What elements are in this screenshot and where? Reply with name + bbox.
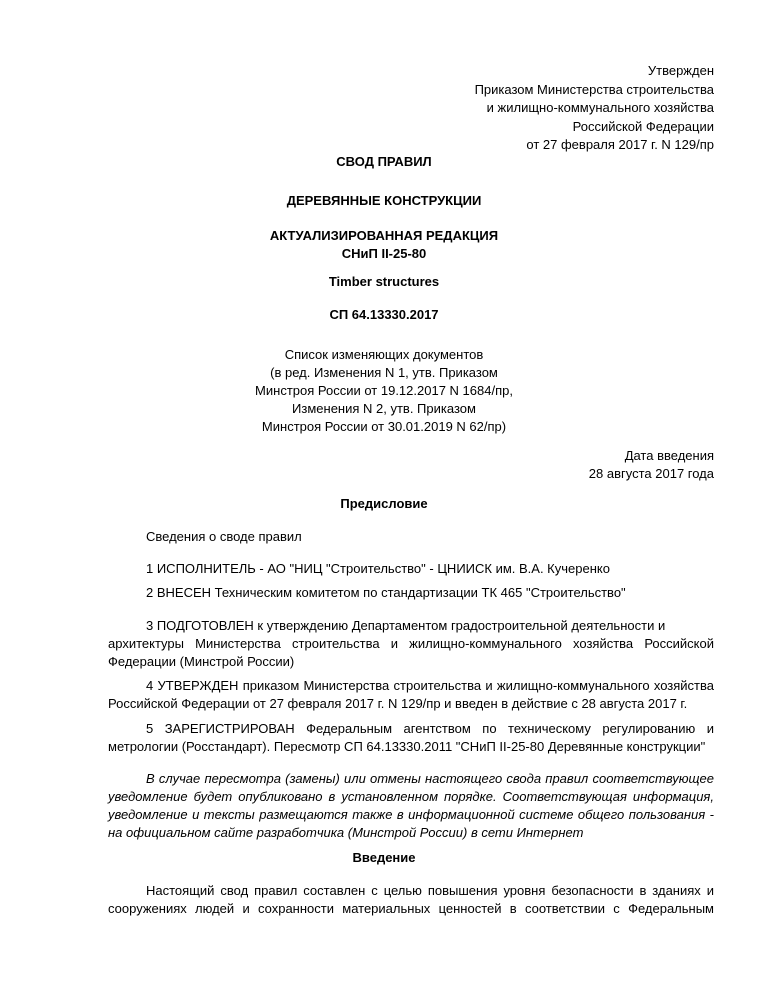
changes-line: Изменения N 2, утв. Приказом xyxy=(292,401,476,416)
approval-line: Приказом Министерства строительства xyxy=(474,81,714,97)
preface-heading: Предисловие xyxy=(340,496,428,511)
approval-line: и жилищно-коммунального хозяйства xyxy=(486,100,714,115)
preface-notice xyxy=(108,770,714,842)
approval-line: Утвержден xyxy=(647,63,714,78)
approval-block xyxy=(475,62,714,155)
changes-line: Минстроя России от 30.01.2019 N 62/пр) xyxy=(261,419,507,434)
introduction-date xyxy=(589,447,714,483)
changes-line: Список изменяющих документов xyxy=(284,347,484,362)
intro-date-value: 28 августа 2017 года xyxy=(588,466,714,481)
text-line: 4 УТВЕРЖДЕН приказом Министерства строительства и жилищно-коммунального хозяйства xyxy=(146,678,714,693)
text-line: Российской Федерации от 27 февраля 2017 г. N 129/пр и введен в действие с 28 августа 2017 г. xyxy=(108,696,688,711)
preface-item-1: 1 ИСПОЛНИТЕЛЬ - АО "НИЦ "Строительство" - ЦНИИСК им. В.А. Кучеренко xyxy=(146,561,610,576)
intro-date-label: Дата введения xyxy=(624,448,714,463)
text-line: 5 ЗАРЕГИСТРИРОВАН Федеральным агентством по техническому регулированию и xyxy=(146,721,714,736)
edition-line: СНиП II-25-80 xyxy=(341,246,427,261)
approval-line: от 27 февраля 2017 г. N 129/пр xyxy=(526,137,714,152)
preface-item-3 xyxy=(108,617,714,671)
introduction-heading: Введение xyxy=(352,850,416,865)
introduction-text xyxy=(108,882,714,918)
text-line: Настоящий свод правил составлен с целью повышения уровня безопасности в зданиях и xyxy=(146,883,714,898)
changes-line: (в ред. Изменения N 1, утв. Приказом xyxy=(270,365,498,380)
text-line: уведомление будет опубликовано в установленном порядке. Соответствующая информация, xyxy=(108,789,714,804)
text-line: метрологии (Росстандарт). Пересмотр СП 64.13330.2011 "СНиП II-25-80 Деревянные конструкции" xyxy=(108,739,706,754)
document-title: ДЕРЕВЯННЫЕ КОНСТРУКЦИИ xyxy=(286,193,482,208)
text-line: сооружениях людей и сохранности материальных ценностей в соответствии с Федеральным xyxy=(108,901,714,916)
code-of-rules-heading: СВОД ПРАВИЛ xyxy=(336,154,432,169)
text-line: архитектуры Министерства строительства и жилищно-коммунального хозяйства Российской xyxy=(108,636,714,651)
preface-subheading: Сведения о своде правил xyxy=(146,529,302,544)
preface-item-2: 2 ВНЕСЕН Техническим комитетом по стандартизации ТК 465 "Строительство" xyxy=(146,585,626,600)
text-line: Федерации (Минстрой России) xyxy=(108,654,295,669)
changes-line: Минстроя России от 19.12.2017 N 1684/пр, xyxy=(255,383,513,398)
text-line: уведомление и тексты размещаются также в информационной системе общего пользования - xyxy=(108,807,714,822)
preface-item-4 xyxy=(108,677,714,713)
edition-line: АКТУАЛИЗИРОВАННАЯ РЕДАКЦИЯ xyxy=(269,228,499,243)
text-line: В случае пересмотра (замены) или отмены настоящего свода правил соответствующее xyxy=(146,771,714,786)
text-line: на официальном сайте разработчика (Минстрой России) в сети Интернет xyxy=(108,825,584,840)
changes-list xyxy=(54,346,714,436)
text-line: 3 ПОДГОТОВЛЕН к утверждению Департаментом градостроительной деятельности и xyxy=(146,618,666,633)
code-number: СП 64.13330.2017 xyxy=(329,307,439,322)
preface-item-5 xyxy=(108,720,714,756)
english-title: Timber structures xyxy=(328,274,440,289)
approval-line: Российской Федерации xyxy=(572,118,714,134)
edition-heading xyxy=(54,227,714,263)
